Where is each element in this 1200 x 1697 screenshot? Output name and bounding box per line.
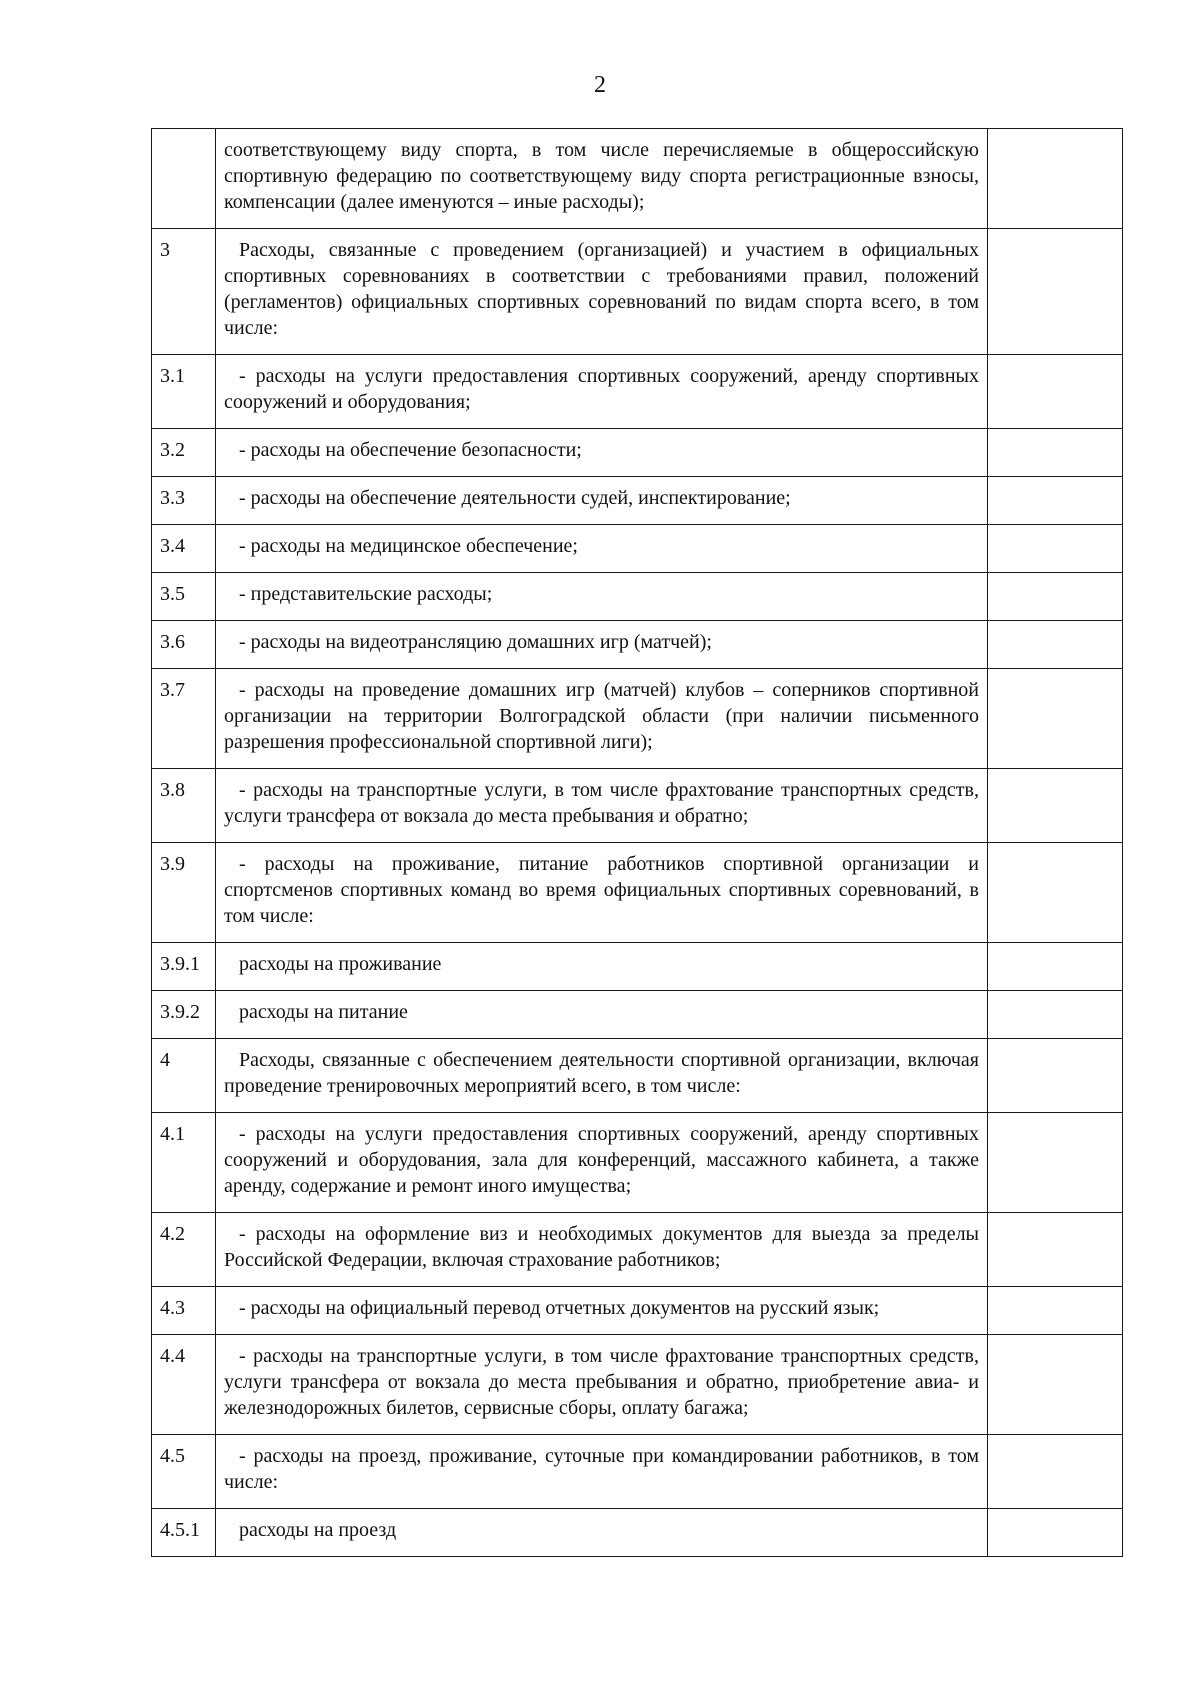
row-value-cell: [988, 1335, 1123, 1435]
row-value-cell: [988, 991, 1123, 1039]
row-value-cell: [988, 1287, 1123, 1335]
row-number-cell: 4.1: [152, 1113, 216, 1213]
row-value-cell: [988, 669, 1123, 769]
row-number-cell: 3.9.1: [152, 943, 216, 991]
row-value-cell: [988, 129, 1123, 229]
row-text-cell: - расходы на проживание, питание работников спортивной организации и спортсменов спортивных команд во время официальных спортивных соревнований, в том числе:: [216, 843, 988, 943]
row-text-cell: Расходы, связанные с обеспечением деятельности спортивной организации, включая проведение тренировочных мероприятий всего, в том числе:: [216, 1039, 988, 1113]
row-number-cell: 3.2: [152, 429, 216, 477]
table-row: [152, 843, 1123, 943]
row-text-cell: - расходы на услуги предоставления спортивных сооружений, аренду спортивных сооружений и оборудования, зала для конференций, массажного кабинета, а также аренду, содержание и ремонт иного имущества;: [216, 1113, 988, 1213]
row-text-cell: - расходы на медицинское обеспечение;: [216, 525, 988, 573]
row-number-cell: 3.7: [152, 669, 216, 769]
table-row: [152, 573, 1123, 621]
row-number-cell: 3.8: [152, 769, 216, 843]
row-text-cell: соответствующему виду спорта, в том числе перечисляемые в общероссийскую спортивную федерацию по соответствующему виду спорта регистрационные взносы, компенсации (далее именуются – иные расходы);: [216, 129, 988, 229]
row-value-cell: [988, 1113, 1123, 1213]
row-text-cell: - расходы на проезд, проживание, суточные при командировании работников, в том числе:: [216, 1435, 988, 1509]
row-value-cell: [988, 1435, 1123, 1509]
row-number-cell: 4: [152, 1039, 216, 1113]
row-value-cell: [988, 1039, 1123, 1113]
table-row: [152, 1213, 1123, 1287]
row-number-cell: 4.5: [152, 1435, 216, 1509]
table-row: [152, 621, 1123, 669]
row-text-cell: расходы на проезд: [216, 1509, 988, 1557]
table-row: [152, 129, 1123, 229]
row-text-cell: - расходы на проведение домашних игр (матчей) клубов – соперников спортивной организации на территории Волгоградской области (при наличии письменного разрешения профессиональной спортивной лиги);: [216, 669, 988, 769]
row-value-cell: [988, 429, 1123, 477]
row-value-cell: [988, 1509, 1123, 1557]
row-number-cell: 4.2: [152, 1213, 216, 1287]
row-number-cell: 4.4: [152, 1335, 216, 1435]
row-value-cell: [988, 621, 1123, 669]
row-number-cell: 3.3: [152, 477, 216, 525]
row-value-cell: [988, 1213, 1123, 1287]
table-row: [152, 1335, 1123, 1435]
table-row: [152, 669, 1123, 769]
row-text-cell: - расходы на официальный перевод отчетных документов на русский язык;: [216, 1287, 988, 1335]
row-number-cell: 3.1: [152, 355, 216, 429]
row-text-cell: - расходы на оформление виз и необходимых документов для выезда за пределы Российской Федерации, включая страхование работников;: [216, 1213, 988, 1287]
row-number-cell: 3.5: [152, 573, 216, 621]
row-number-cell: 3.4: [152, 525, 216, 573]
table-row: [152, 525, 1123, 573]
row-number-cell: 3.6: [152, 621, 216, 669]
row-text-cell: - расходы на транспортные услуги, в том числе фрахтование транспортных средств, услуги трансфера от вокзала до места пребывания и обратно;: [216, 769, 988, 843]
table-row: [152, 477, 1123, 525]
row-value-cell: [988, 843, 1123, 943]
table-row: [152, 769, 1123, 843]
row-number-cell: 4.3: [152, 1287, 216, 1335]
row-value-cell: [988, 229, 1123, 355]
table-row: [152, 1435, 1123, 1509]
table-row: [152, 1039, 1123, 1113]
expenses-table: [151, 128, 1123, 1557]
row-number-cell: 3.9: [152, 843, 216, 943]
row-number-cell: 3.9.2: [152, 991, 216, 1039]
row-text-cell: расходы на питание: [216, 991, 988, 1039]
row-value-cell: [988, 355, 1123, 429]
row-value-cell: [988, 943, 1123, 991]
row-text-cell: - расходы на транспортные услуги, в том числе фрахтование транспортных средств, услуги трансфера от вокзала до места пребывания и обратно, приобретение авиа- и железнодорожных билетов, сервисные сборы, оплату багажа;: [216, 1335, 988, 1435]
row-number-cell: [152, 129, 216, 229]
row-value-cell: [988, 769, 1123, 843]
row-text-cell: - представительские расходы;: [216, 573, 988, 621]
table-row: [152, 1509, 1123, 1557]
table-row: [152, 1287, 1123, 1335]
row-value-cell: [988, 573, 1123, 621]
row-text-cell: Расходы, связанные с проведением (организацией) и участием в официальных спортивных соревнованиях в соответствии с требованиями правил, положений (регламентов) официальных спортивных соревнований по видам спорта всего, в том числе:: [216, 229, 988, 355]
table-row: [152, 991, 1123, 1039]
table-row: [152, 355, 1123, 429]
table-row: [152, 943, 1123, 991]
row-text-cell: - расходы на обеспечение деятельности судей, инспектирование;: [216, 477, 988, 525]
table-row: [152, 229, 1123, 355]
table-row: [152, 1113, 1123, 1213]
row-text-cell: - расходы на видеотрансляцию домашних игр (матчей);: [216, 621, 988, 669]
page-number: 2: [594, 72, 606, 98]
row-text-cell: - расходы на услуги предоставления спортивных сооружений, аренду спортивных сооружений и оборудования;: [216, 355, 988, 429]
row-number-cell: 3: [152, 229, 216, 355]
row-number-cell: 4.5.1: [152, 1509, 216, 1557]
row-text-cell: расходы на проживание: [216, 943, 988, 991]
row-value-cell: [988, 525, 1123, 573]
row-value-cell: [988, 477, 1123, 525]
row-text-cell: - расходы на обеспечение безопасности;: [216, 429, 988, 477]
table-row: [152, 429, 1123, 477]
